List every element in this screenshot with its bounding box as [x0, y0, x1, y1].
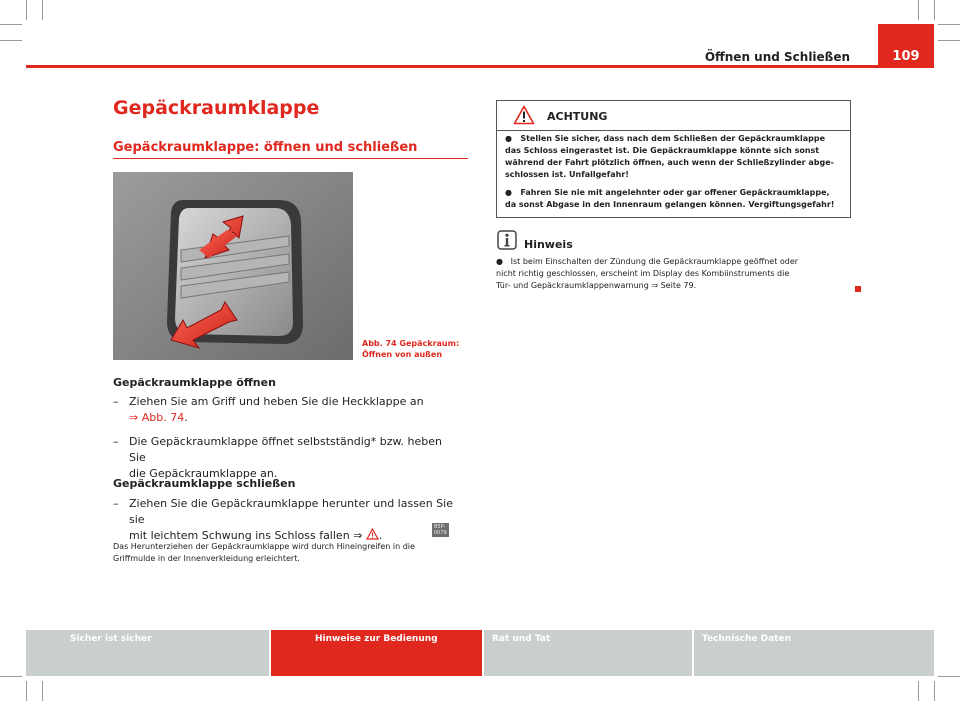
list-dash: –: [113, 497, 119, 510]
warning-triangle-icon: [513, 105, 535, 125]
warning-paragraph-1: ● Stellen Sie sicher, dass nach dem Schließen der Gepäckraumklappe das Schloss eingerastet ist. Die Gepäckraumklappe könnte sich sonst während der Fahrt plötzlich öffnen, auch wenn der Schließzylinder abge- schlossen ist. Unfallgefahr!: [505, 134, 834, 179]
info-note-icon: [497, 230, 517, 250]
footer-tab-technische-daten[interactable]: Technische Daten: [694, 630, 934, 676]
open-heading: Gepäckraumklappe öffnen: [113, 376, 276, 389]
figure-reference-link[interactable]: ⇒ Abb. 74: [129, 411, 185, 424]
close-item1-line2: mit leichtem Schwung ins Schloss fallen ⇒ .: [129, 529, 383, 542]
figure-caption: [362, 338, 459, 360]
crop-mark: [0, 676, 22, 677]
footer-tab-hinweise-zur-bedienung[interactable]: Hinweise zur Bedienung: [271, 630, 482, 676]
footer-tab-sicher-ist-sicher[interactable]: Sicher ist sicher: [26, 630, 269, 676]
crop-mark: [26, 681, 27, 701]
figure-caption-line1: Abb. 74 Gepäckraum:: [362, 339, 460, 348]
footnote-line2: Griffmulde in der Innenverkleidung erleichtert.: [113, 554, 300, 563]
page-number-tab: [878, 24, 934, 68]
open-item2-line1: Die Gepäckraumklappe öffnet selbstständig* bzw. heben Sie: [129, 435, 442, 464]
crop-mark: [42, 681, 43, 701]
crop-mark: [918, 681, 919, 701]
header-rule: [26, 65, 934, 68]
warning-box: [496, 100, 851, 218]
open-item1-line2: ⇒ Abb. 74.: [129, 411, 188, 424]
warning-triangle-icon[interactable]: [366, 528, 379, 540]
warning-bullet: ●: [505, 134, 512, 143]
page-number: 109: [892, 49, 920, 64]
tailgate-illustration: [113, 172, 353, 360]
warning-title: ACHTUNG: [547, 110, 608, 123]
figure-caption-line2: Öffnen von außen: [362, 350, 443, 359]
subtitle-rule: [113, 158, 468, 159]
crop-mark: [918, 0, 919, 20]
note-bullet: ●: [496, 257, 503, 266]
list-item: [113, 434, 463, 480]
close-heading: Gepäckraumklappe schließen: [113, 477, 296, 490]
footnote: [113, 541, 473, 565]
note-title: Hinweis: [524, 238, 573, 251]
crop-mark: [934, 681, 935, 701]
section-subtitle: Gepäckraumklappe: öffnen und schließen: [113, 140, 418, 155]
list-dash: –: [113, 435, 119, 448]
crop-mark: [938, 676, 960, 677]
crop-mark: [0, 24, 22, 25]
crop-mark: [938, 24, 960, 25]
open-item1-line1: Ziehen Sie am Griff und heben Sie die Heckklappe an: [129, 395, 424, 408]
note-body: ● Ist beim Einschalten der Zündung die Gepäckraumklappe geöffnet oder nicht richtig geschlossen, erscheint im Display des Kombiinstruments die Tür- und Gepäckraumklappenwarnung ⇒ Seite 79.: [496, 257, 799, 290]
section-title: Gepäckraumklappe: [113, 97, 320, 119]
warning-header: [497, 101, 850, 131]
footer-tab-rat-und-tat[interactable]: Rat und Tat: [484, 630, 692, 676]
list-item: [113, 394, 463, 426]
open-item2-line2: die Gepäckraumklappe an.: [129, 467, 278, 480]
footnote-line1: Das Herunterziehen der Gepäckraumklappe wird durch Hineingreifen in die: [113, 542, 415, 551]
figure-code: B5P-0079: [434, 524, 447, 536]
running-title: Öffnen und Schließen: [704, 50, 850, 64]
crop-mark: [0, 40, 22, 41]
close-item1-line1: Ziehen Sie die Gepäckraumklappe herunter und lassen Sie sie: [129, 497, 453, 526]
end-of-section-mark: [855, 286, 861, 292]
list-dash: –: [113, 395, 119, 408]
crop-mark: [938, 40, 960, 41]
warning-paragraph-2: ● Fahren Sie nie mit angelehnter oder gar offener Gepäckraumklappe, da sonst Abgase in den Innenraum gelangen können. Vergiftungsgefahr!: [505, 188, 835, 209]
crop-mark: [42, 0, 43, 20]
crop-mark: [934, 0, 935, 20]
crop-mark: [26, 0, 27, 20]
warning-bullet: ●: [505, 188, 512, 197]
